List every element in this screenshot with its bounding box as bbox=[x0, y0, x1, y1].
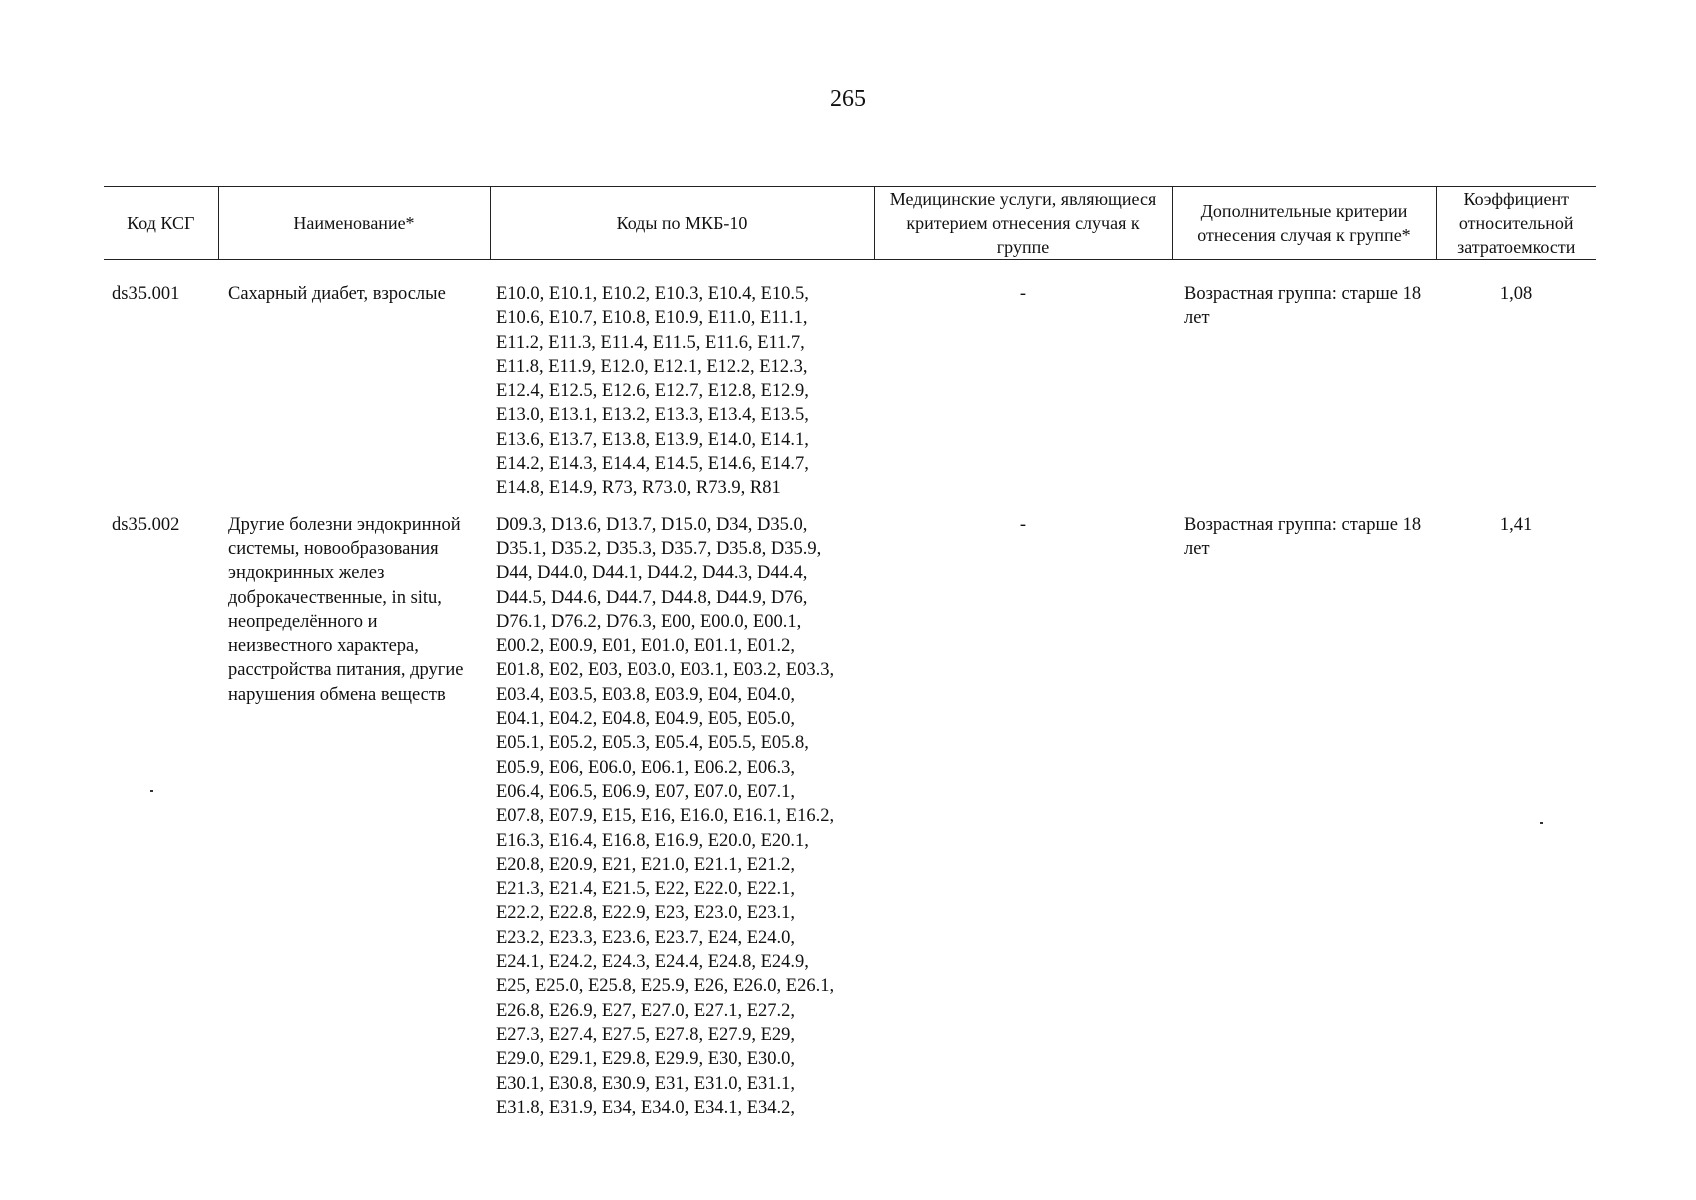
mkb-code-line: E12.4, E12.5, E12.6, E12.7, E12.8, E12.9, bbox=[496, 381, 809, 402]
ksg-code: ds35.002 bbox=[112, 514, 180, 535]
mkb-code-line: E16.3, E16.4, E16.8, E16.9, E20.0, E20.1, bbox=[496, 830, 809, 851]
mkb-code-line: E13.6, E13.7, E13.8, E13.9, E14.0, E14.1, bbox=[496, 429, 809, 450]
table-body bbox=[104, 260, 1596, 1121]
additional-criteria: Возрастная группа: старше 18 лет bbox=[1184, 514, 1422, 559]
header-services: Медицинские услуги, являющиеся критерием отнесения случая к группе bbox=[874, 187, 1172, 260]
mkb-code-line: E14.8, E14.9, R73, R73.0, R73.9, R81 bbox=[496, 478, 781, 499]
medical-services: - bbox=[1019, 284, 1027, 304]
mkb-code-line: E05.1, E05.2, E05.3, E05.4, E05.5, E05.8, bbox=[496, 733, 809, 754]
header-coef: Коэффициент относительной затратоемкости bbox=[1436, 187, 1596, 260]
table-row bbox=[104, 501, 1596, 1120]
mkb-code-line: E00.2, E00.9, E01, E01.0, E01.1, E01.2, bbox=[496, 636, 796, 657]
header-criteria: Дополнительные критерии отнесения случая к группе* bbox=[1172, 187, 1436, 260]
mkb-code-line: D76.1, D76.2, D76.3, E00, E00.0, E00.1, bbox=[496, 611, 802, 632]
mkb-code-line: E30.1, E30.8, E30.9, E31, E31.0, E31.1, bbox=[496, 1073, 796, 1094]
mkb-code-line: E01.8, E02, E03, E03.0, E03.1, E03.2, E03.3, bbox=[496, 660, 835, 681]
ksg-code: ds35.001 bbox=[112, 284, 180, 304]
table-row bbox=[104, 260, 1596, 501]
mkb-code-line: E11.2, E11.3, E11.4, E11.5, E11.6, E11.7, bbox=[496, 332, 805, 353]
mkb-code-line: E04.1, E04.2, E04.8, E04.9, E05, E05.0, bbox=[496, 709, 796, 730]
medical-services: - bbox=[1019, 514, 1027, 535]
mkb-code-line: D44.5, D44.6, D44.7, D44.8, D44.9, D76, bbox=[496, 587, 808, 608]
mkb-code-line: E13.0, E13.1, E13.2, E13.3, E13.4, E13.5, bbox=[496, 405, 809, 426]
mkb-code-line: E25, E25.0, E25.8, E25.9, E26, E26.0, E26.1, bbox=[496, 976, 835, 997]
cost-coefficient: 1,08 bbox=[1499, 284, 1533, 304]
scan-speck bbox=[150, 790, 153, 792]
ksg-name: Сахарный диабет, взрослые bbox=[228, 284, 446, 304]
mkb-code-line: E10.0, E10.1, E10.2, E10.3, E10.4, E10.5, bbox=[496, 284, 809, 304]
mkb-code-line: E14.2, E14.3, E14.4, E14.5, E14.6, E14.7, bbox=[496, 454, 809, 475]
header-mkb: Коды по МКБ-10 bbox=[490, 187, 874, 260]
header-row bbox=[104, 187, 1596, 260]
mkb-code-line: E26.8, E26.9, E27, E27.0, E27.1, E27.2, bbox=[496, 1000, 796, 1021]
ksg-name: Другие болезни эндокринной системы, новообразования эндокринных желез доброкачественные, in situ, неопределённого и неизвестного характера, расстройства питания, другие нарушения обмена веществ bbox=[228, 514, 464, 705]
mkb-code-line: E23.2, E23.3, E23.6, E23.7, E24, E24.0, bbox=[496, 927, 796, 948]
mkb-code-line: E31.8, E31.9, E34, E34.0, E34.1, E34.2, bbox=[496, 1097, 796, 1118]
cost-coefficient: 1,41 bbox=[1499, 514, 1533, 535]
header-code: Код КСГ bbox=[104, 187, 218, 260]
mkb-code-line: E10.6, E10.7, E10.8, E10.9, E11.0, E11.1, bbox=[496, 308, 808, 329]
mkb-code-line: E07.8, E07.9, E15, E16, E16.0, E16.1, E16.2, bbox=[496, 806, 835, 827]
mkb-code-line: E06.4, E06.5, E06.9, E07, E07.0, E07.1, bbox=[496, 781, 796, 802]
mkb-codes bbox=[490, 501, 874, 1120]
mkb-code-line: E20.8, E20.9, E21, E21.0, E21.1, E21.2, bbox=[496, 854, 796, 875]
page-number: 265 bbox=[830, 86, 866, 112]
table-header bbox=[104, 187, 1596, 260]
mkb-code-line: E11.8, E11.9, E12.0, E12.1, E12.2, E12.3, bbox=[496, 356, 808, 377]
header-name: Наименование* bbox=[218, 187, 490, 260]
additional-criteria: Возрастная группа: старше 18 лет bbox=[1184, 284, 1422, 329]
mkb-code-line: E05.9, E06, E06.0, E06.1, E06.2, E06.3, bbox=[496, 757, 796, 778]
mkb-code-line: D09.3, D13.6, D13.7, D15.0, D34, D35.0, bbox=[496, 514, 808, 535]
mkb-code-line: E27.3, E27.4, E27.5, E27.8, E27.9, E29, bbox=[496, 1024, 796, 1045]
mkb-code-line: E03.4, E03.5, E03.8, E03.9, E04, E04.0, bbox=[496, 684, 796, 705]
mkb-code-line: E22.2, E22.8, E22.9, E23, E23.0, E23.1, bbox=[496, 903, 796, 924]
ksg-table bbox=[104, 186, 1596, 1120]
mkb-code-line: E29.0, E29.1, E29.8, E29.9, E30, E30.0, bbox=[496, 1049, 796, 1070]
scan-speck bbox=[1540, 822, 1543, 824]
mkb-code-line: D35.1, D35.2, D35.3, D35.7, D35.8, D35.9, bbox=[496, 538, 822, 559]
mkb-code-line: E24.1, E24.2, E24.3, E24.4, E24.8, E24.9, bbox=[496, 952, 809, 973]
mkb-codes bbox=[490, 260, 874, 501]
mkb-code-line: E21.3, E21.4, E21.5, E22, E22.0, E22.1, bbox=[496, 879, 796, 900]
mkb-code-line: D44, D44.0, D44.1, D44.2, D44.3, D44.4, bbox=[496, 563, 808, 584]
